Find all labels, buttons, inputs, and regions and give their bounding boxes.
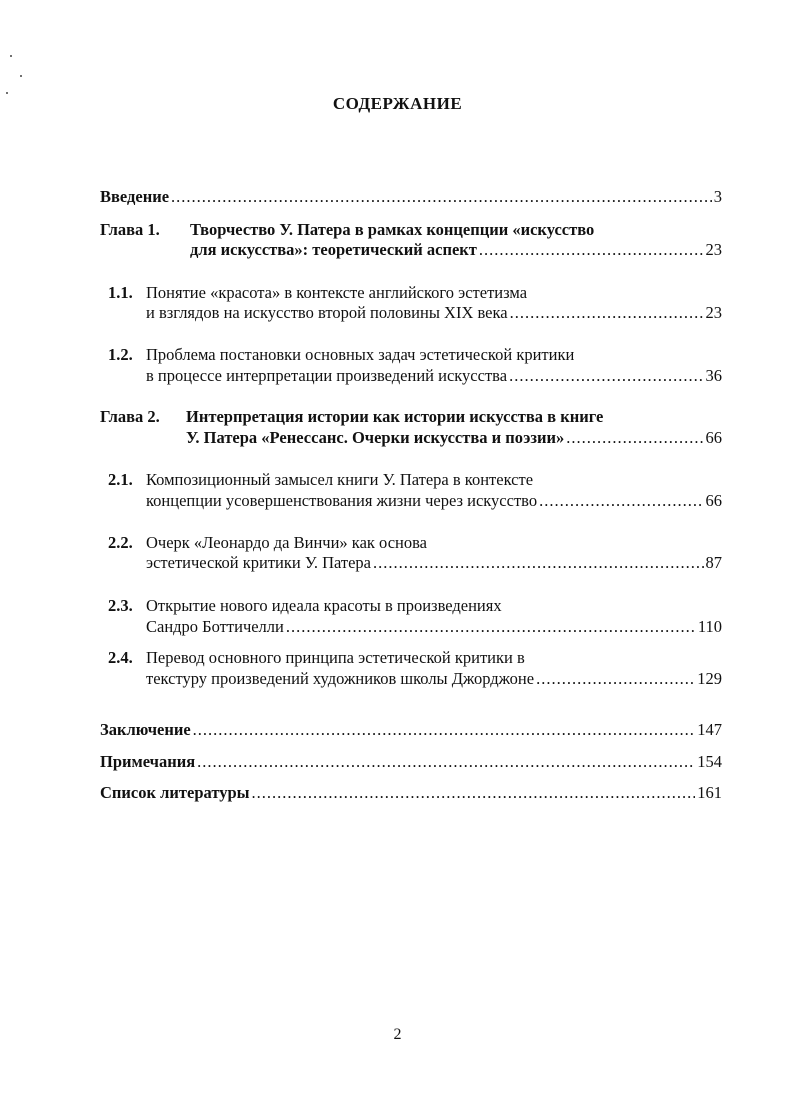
toc-entry-label: для искусства»: теоретический аспект bbox=[190, 240, 477, 259]
toc-page-number: 147 bbox=[697, 720, 722, 739]
leader-dots bbox=[252, 782, 696, 803]
toc-page-number: 110 bbox=[697, 617, 722, 636]
toc-entry-1-2[interactable] bbox=[146, 365, 722, 386]
toc-page-number: 161 bbox=[697, 783, 722, 802]
toc-section-number: 1.1. bbox=[108, 283, 133, 302]
toc-page-number: 87 bbox=[705, 553, 722, 572]
leader-dots bbox=[539, 490, 703, 511]
toc-entry-2-2[interactable] bbox=[146, 552, 722, 573]
toc-entry-label: эстетической критики У. Патера bbox=[146, 553, 371, 572]
toc-entry-2-4[interactable] bbox=[146, 668, 722, 689]
toc-section-number: 2.1. bbox=[108, 470, 133, 489]
page-number: 2 bbox=[393, 1026, 402, 1043]
toc-entry-2-1[interactable] bbox=[146, 490, 722, 511]
toc-entry-intro[interactable] bbox=[100, 186, 722, 207]
toc-entry-line: Интерпретация истории как истории искусства в книге bbox=[186, 407, 604, 426]
leader-dots bbox=[193, 719, 696, 740]
toc-entry-ch1[interactable] bbox=[190, 239, 722, 260]
toc-entry-label: в процессе интерпретации произведений искусства bbox=[146, 366, 508, 385]
toc-entry-2-3[interactable] bbox=[146, 616, 722, 637]
leader-dots bbox=[509, 365, 703, 386]
toc-page-number: 23 bbox=[705, 303, 722, 322]
toc-page-number: 3 bbox=[713, 187, 722, 206]
toc-entry-label: Сандро Боттичелли bbox=[146, 617, 284, 636]
leader-dots bbox=[536, 668, 695, 689]
toc-entry-line: Очерк «Леонардо да Винчи» как основа bbox=[146, 533, 427, 552]
toc-entry-bibliography[interactable] bbox=[100, 782, 722, 803]
toc-entry-line: Перевод основного принципа эстетической критики в bbox=[146, 648, 525, 667]
toc-chapter-number: Глава 2. bbox=[100, 407, 160, 426]
leader-dots bbox=[286, 616, 696, 637]
toc-page-number: 23 bbox=[705, 240, 722, 259]
toc-entry-line: Творчество У. Патера в рамках концепции «искусство bbox=[190, 220, 595, 239]
toc-page-number: 66 bbox=[705, 491, 722, 510]
toc-chapter-number: Глава 1. bbox=[100, 220, 160, 239]
toc-entry-notes[interactable] bbox=[100, 751, 722, 772]
toc-entry-line: Композиционный замысел книги У. Патера в контексте bbox=[146, 470, 534, 489]
toc-entry-line: Открытие нового идеала красоты в произведениях bbox=[146, 596, 502, 615]
toc-page-number: 66 bbox=[705, 428, 722, 447]
toc-entry-label: текстуру произведений художников школы Джорджоне bbox=[146, 669, 535, 688]
toc-page-number: 36 bbox=[705, 366, 722, 385]
scan-speck bbox=[10, 55, 12, 57]
toc-section-number: 2.4. bbox=[108, 648, 133, 667]
toc-section-number: 2.2. bbox=[108, 533, 133, 552]
toc-entry-label: У. Патера «Ренессанс. Очерки искусства и поэзии» bbox=[186, 428, 565, 447]
toc-page-number: 129 bbox=[697, 669, 722, 688]
page-title: СОДЕРЖАНИЕ bbox=[332, 94, 463, 113]
toc-entry-1-1[interactable] bbox=[146, 302, 722, 323]
toc-entry-line: Проблема постановки основных задач эстетической критики bbox=[146, 345, 575, 364]
toc-entry-label: Заключение bbox=[100, 720, 191, 739]
toc-entry-conclusion[interactable] bbox=[100, 719, 722, 740]
leader-dots bbox=[479, 239, 704, 260]
toc-entry-line: Понятие «красота» в контексте английского эстетизма bbox=[146, 283, 528, 302]
leader-dots bbox=[510, 302, 704, 323]
toc-entry-label: Введение bbox=[100, 187, 170, 206]
leader-dots bbox=[171, 186, 712, 207]
leader-dots bbox=[197, 751, 695, 772]
toc-section-number: 2.3. bbox=[108, 596, 133, 615]
toc-section-number: 1.2. bbox=[108, 345, 133, 364]
leader-dots bbox=[566, 427, 703, 448]
toc-entry-ch2[interactable] bbox=[186, 427, 722, 448]
toc-entry-label: и взглядов на искусство второй половины XIX века bbox=[146, 303, 508, 322]
leader-dots bbox=[373, 552, 704, 573]
toc-entry-label: Примечания bbox=[100, 752, 196, 771]
toc-page-number: 154 bbox=[697, 752, 722, 771]
scan-speck bbox=[20, 75, 22, 77]
toc-entry-label: концепции усовершенствования жизни через искусство bbox=[146, 491, 538, 510]
toc-entry-label: Список литературы bbox=[100, 783, 250, 802]
